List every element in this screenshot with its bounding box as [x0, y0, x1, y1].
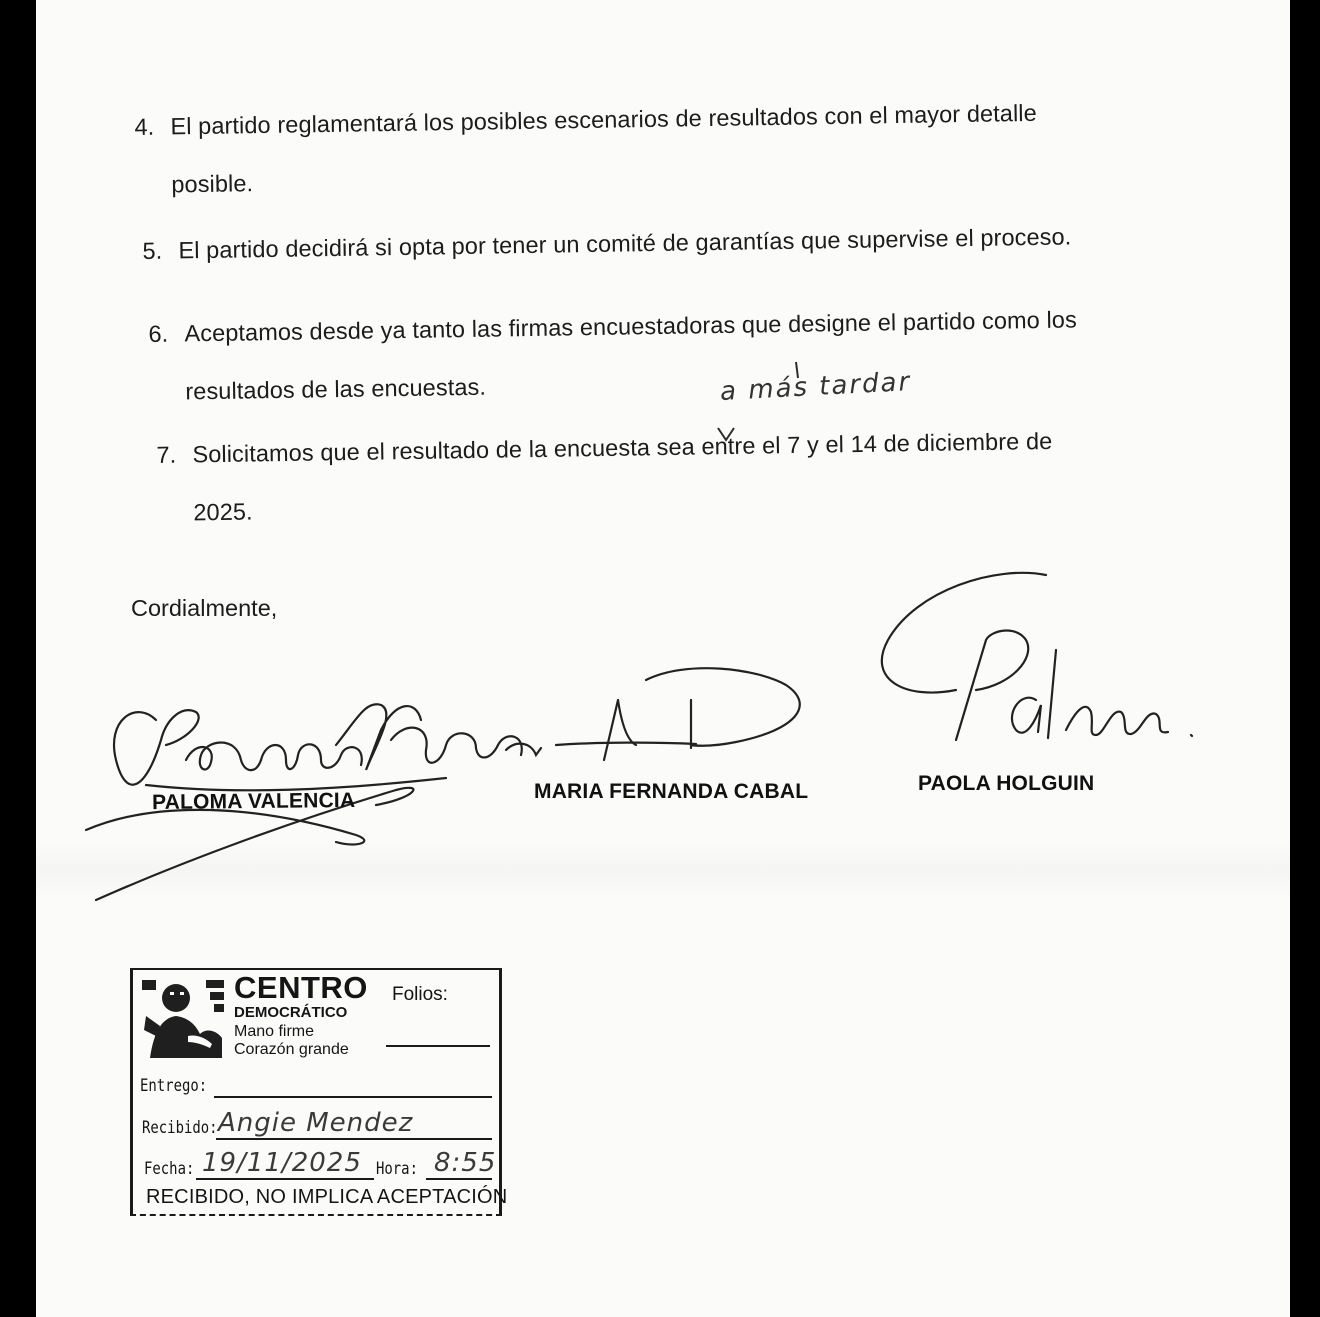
- list-item-5: [142, 207, 1072, 280]
- stamp-notice: RECIBIDO, NO IMPLICA ACEPTACIÓN: [146, 1186, 508, 1208]
- stamp-brand-subtitle: DEMOCRÁTICO: [234, 1004, 348, 1021]
- item-text-line1: El partido decidirá si opta por tener un comité de garantías que supervise el proceso.: [178, 223, 1072, 264]
- item-text-line2: 2025.: [193, 498, 253, 526]
- stamp-recibido-line: [216, 1138, 492, 1140]
- item-text-line1: Aceptamos desde ya tanto las firmas encuestadoras que designe el partido como los: [184, 306, 1078, 347]
- list-item-6: [148, 290, 1078, 421]
- signature-paola-holguin: [882, 573, 1192, 740]
- item-number: 7.: [156, 441, 177, 468]
- signatory-name-paola-holguin: PAOLA HOLGUIN: [918, 772, 1095, 795]
- stamp-recibido-value: Angie Mendez: [218, 1108, 414, 1138]
- handwritten-annotation: a más tardar: [719, 367, 912, 407]
- list-item-4: [134, 84, 1038, 214]
- stamp-fecha-label: Fecha:: [144, 1159, 195, 1179]
- stamp-entrego-line: [214, 1096, 492, 1098]
- party-logo-icon: [140, 976, 228, 1058]
- item-number: 4.: [134, 113, 155, 140]
- stamp-hora-line: [426, 1178, 492, 1180]
- item-text-line1: Solicitamos que el resultado de la encuesta sea entre el 7 y el 14 de diciembre de: [192, 427, 1053, 468]
- stamp-hora-value: 8:55: [434, 1148, 497, 1178]
- stamp-hora-label: Hora:: [376, 1159, 418, 1179]
- stamp-recibido-label: Recibido:: [142, 1118, 218, 1138]
- signatory-name-maria-fernanda-cabal: MARIA FERNANDA CABAL: [534, 780, 809, 803]
- item-text-line2: posible.: [171, 170, 254, 198]
- stamp-entrego-label: Entrego:: [140, 1076, 208, 1096]
- list-item-7: [156, 412, 1054, 542]
- item-text-line2: resultados de las encuestas.: [185, 373, 487, 405]
- reception-stamp: [130, 968, 508, 1214]
- stamp-folios-line: [386, 1045, 490, 1047]
- stamp-slogan-line2: Corazón grande: [234, 1041, 349, 1058]
- signature-maria-fernanda-cabal: [556, 668, 800, 760]
- item-text-line1: El partido reglamentará los posibles escenarios de resultados con el mayor detalle: [170, 99, 1037, 140]
- closing-text: Cordialmente,: [131, 595, 278, 621]
- stamp-fecha-value: 19/11/2025: [202, 1148, 362, 1178]
- item-number: 6.: [148, 320, 169, 347]
- signatory-name-paloma-valencia: PALOMA VALENCIA: [151, 788, 356, 815]
- item-number: 5.: [142, 237, 163, 264]
- stamp-fecha-line: [196, 1178, 374, 1180]
- stamp-folios-label: Folios:: [392, 984, 448, 1005]
- stamp-brand-title: CENTRO: [234, 970, 368, 1005]
- document-page: [36, 0, 1290, 1317]
- stamp-slogan-line1: Mano firme: [234, 1023, 315, 1040]
